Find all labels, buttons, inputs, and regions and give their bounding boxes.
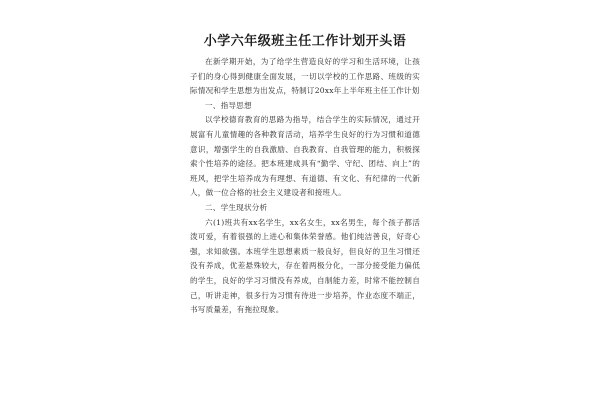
intro-paragraph: 在新学期开始，为了给学生营造良好的学习和生活环境，让孩子们的身心得到健康全面发展，一切以学校的工作思路、班级的实际情况和学生思想为出发点，特制订20xx年上半年班主任工作计划 [190,57,420,96]
document-page [190,30,420,318]
section-heading-student-analysis: 二、学生现状分析 [205,202,268,212]
student-analysis-paragraph: 六(1)班共有xx名学生，xx名女生，xx名男生，每个孩子都活泼可爱，有着很强的上进心和集体荣誉感。他们纯洁善良，好奇心强，求知欲强。本班学生思想素质一般良好，但良好的卫生习惯还没有养成，优差悬殊较大，存在着两极分化，一部分接受能力偏低的学生，良好的学习习惯没有养成，自制能力差，时常不能控制自己，听讲走神，很多行为习惯有待进一步培养，作业态度不端正，书写质量差，有拖拉现象。 [190,217,420,315]
document-title: 小学六年级班主任工作计划开头语 [203,34,407,49]
guiding-ideology-paragraph: 以学校德育教育的思路为指导，结合学生的实际情况，通过开展富有儿童情趣的各种教育活动，培养学生良好的行为习惯和道德意识，增强学生的自我激励、自我教育、自我管理的能力，积极探索个性培养的途径。把本班建成具有“勤学、守纪、团结、向上”的班风，把学生培养成为有理想、有道德、有文化、有纪律的一代新人，做一位合格的社会主义建设者和接班人。 [190,115,420,198]
section-heading-guiding-ideology: 一、指导思想 [205,100,252,110]
